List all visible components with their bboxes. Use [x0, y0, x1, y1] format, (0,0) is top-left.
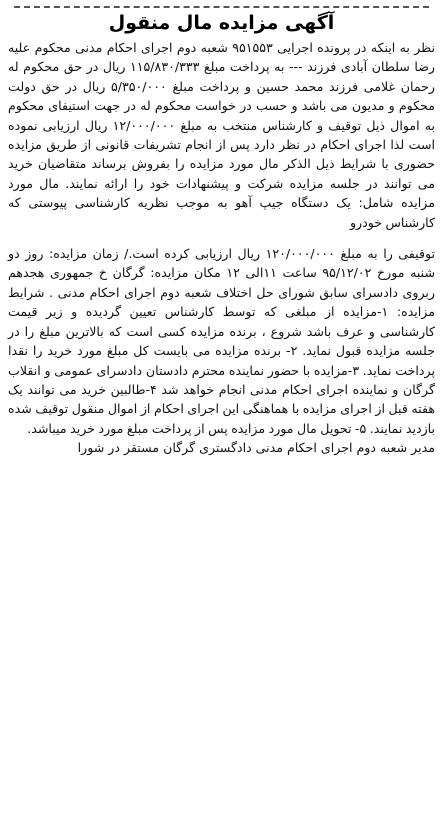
top-divider: [14, 6, 429, 8]
paragraph-gap: [8, 232, 435, 244]
notice-title: آگهی مزایده مال منقول: [108, 12, 335, 34]
notice-signature: مدیر شعبه دوم اجرای احکام مدنی دادگستری گرگان مستقر در شورا: [77, 440, 435, 456]
notice-paragraph-conditions: توقیفی را به مبلغ ۱۲۰/۰۰۰/۰۰۰ ریال ارزیابی کرده است./ زمان مزایده: روز دو شنبه مورخ ۹۵/۱۲/۰۲ ساعت ۱۱الی ۱۲ مکان مزایده: گرگان خ جمهوری هجدهم ربروی دادسرای سابق شورای حل اختلاف شعبه دوم اجرای احکام مدنی . شرایط مزایده: ۱-مزایده از مبلغی که توسط کارشناس تعیین گردیده و زیر قیمت کارشناسی و عرف باشد شروع ، برنده مزایده کسی است که بالاترین مبلغ را در جلسه مزایده قبول نماید. ۲- برنده مزایده می بایست کل مبلغ مورد خرید را نقدا پرداخت نماید. ۳-مزایده با حضور نماینده محترم دادستان دادسرای عمومی و انقلاب گرگان و نماینده اجرای احکام مدنی انجام خواهد شد ۴-طالبین خرید می توانند یک هفته قبل از اجرای مزایده با هماهنگی این اجرای احکام از اموال منقول توقیف شده بازدید نمایند. ۵- تحویل مال مورد مزایده پس از پرداخت مبلغ مورد خرید میباشد.: [8, 246, 435, 436]
notice-paragraph-intro: نظر به اینکه در پرونده اجرایی ۹۵۱۵۵۳ شعبه دوم اجرای احکام مدنی محکوم علیه رضا سلطان آبادی فرزند --- به پرداخت مبلغ ۱۱۵/۸۳۰/۳۳۳ ریال در حق محکوم له رحمان غلامی فرزند محمد حسین و پرداخت مبلغ ۵/۳۵۰/۰۰۰ ریال در حق دولت محکوم و مدیون می باشد و حسب در خواست محکوم له در جهت استیفای محکوم به اموال ذیل توقیف و کارشناس منتخب به مبلغ ۱۲/۰۰۰/۰۰۰ ریال ارزیابی نموده است لذا اجرای احکام در نظر دارد پس از انجام تشریفات قانونی از طریق مزایده حضوری با شرایط ذیل الذکر مال مورد مزایده را بفروش برساند متقاضیان خرید می توانند در جلسه مزایده شرکت و پیشنهادات خود را ارائه نمایند. مال مورد مزایده شامل: یک دستگاه جیپ آهو به موجب نظریه کارشناسی پیوستی که کارشناس خودرو: [8, 40, 435, 230]
